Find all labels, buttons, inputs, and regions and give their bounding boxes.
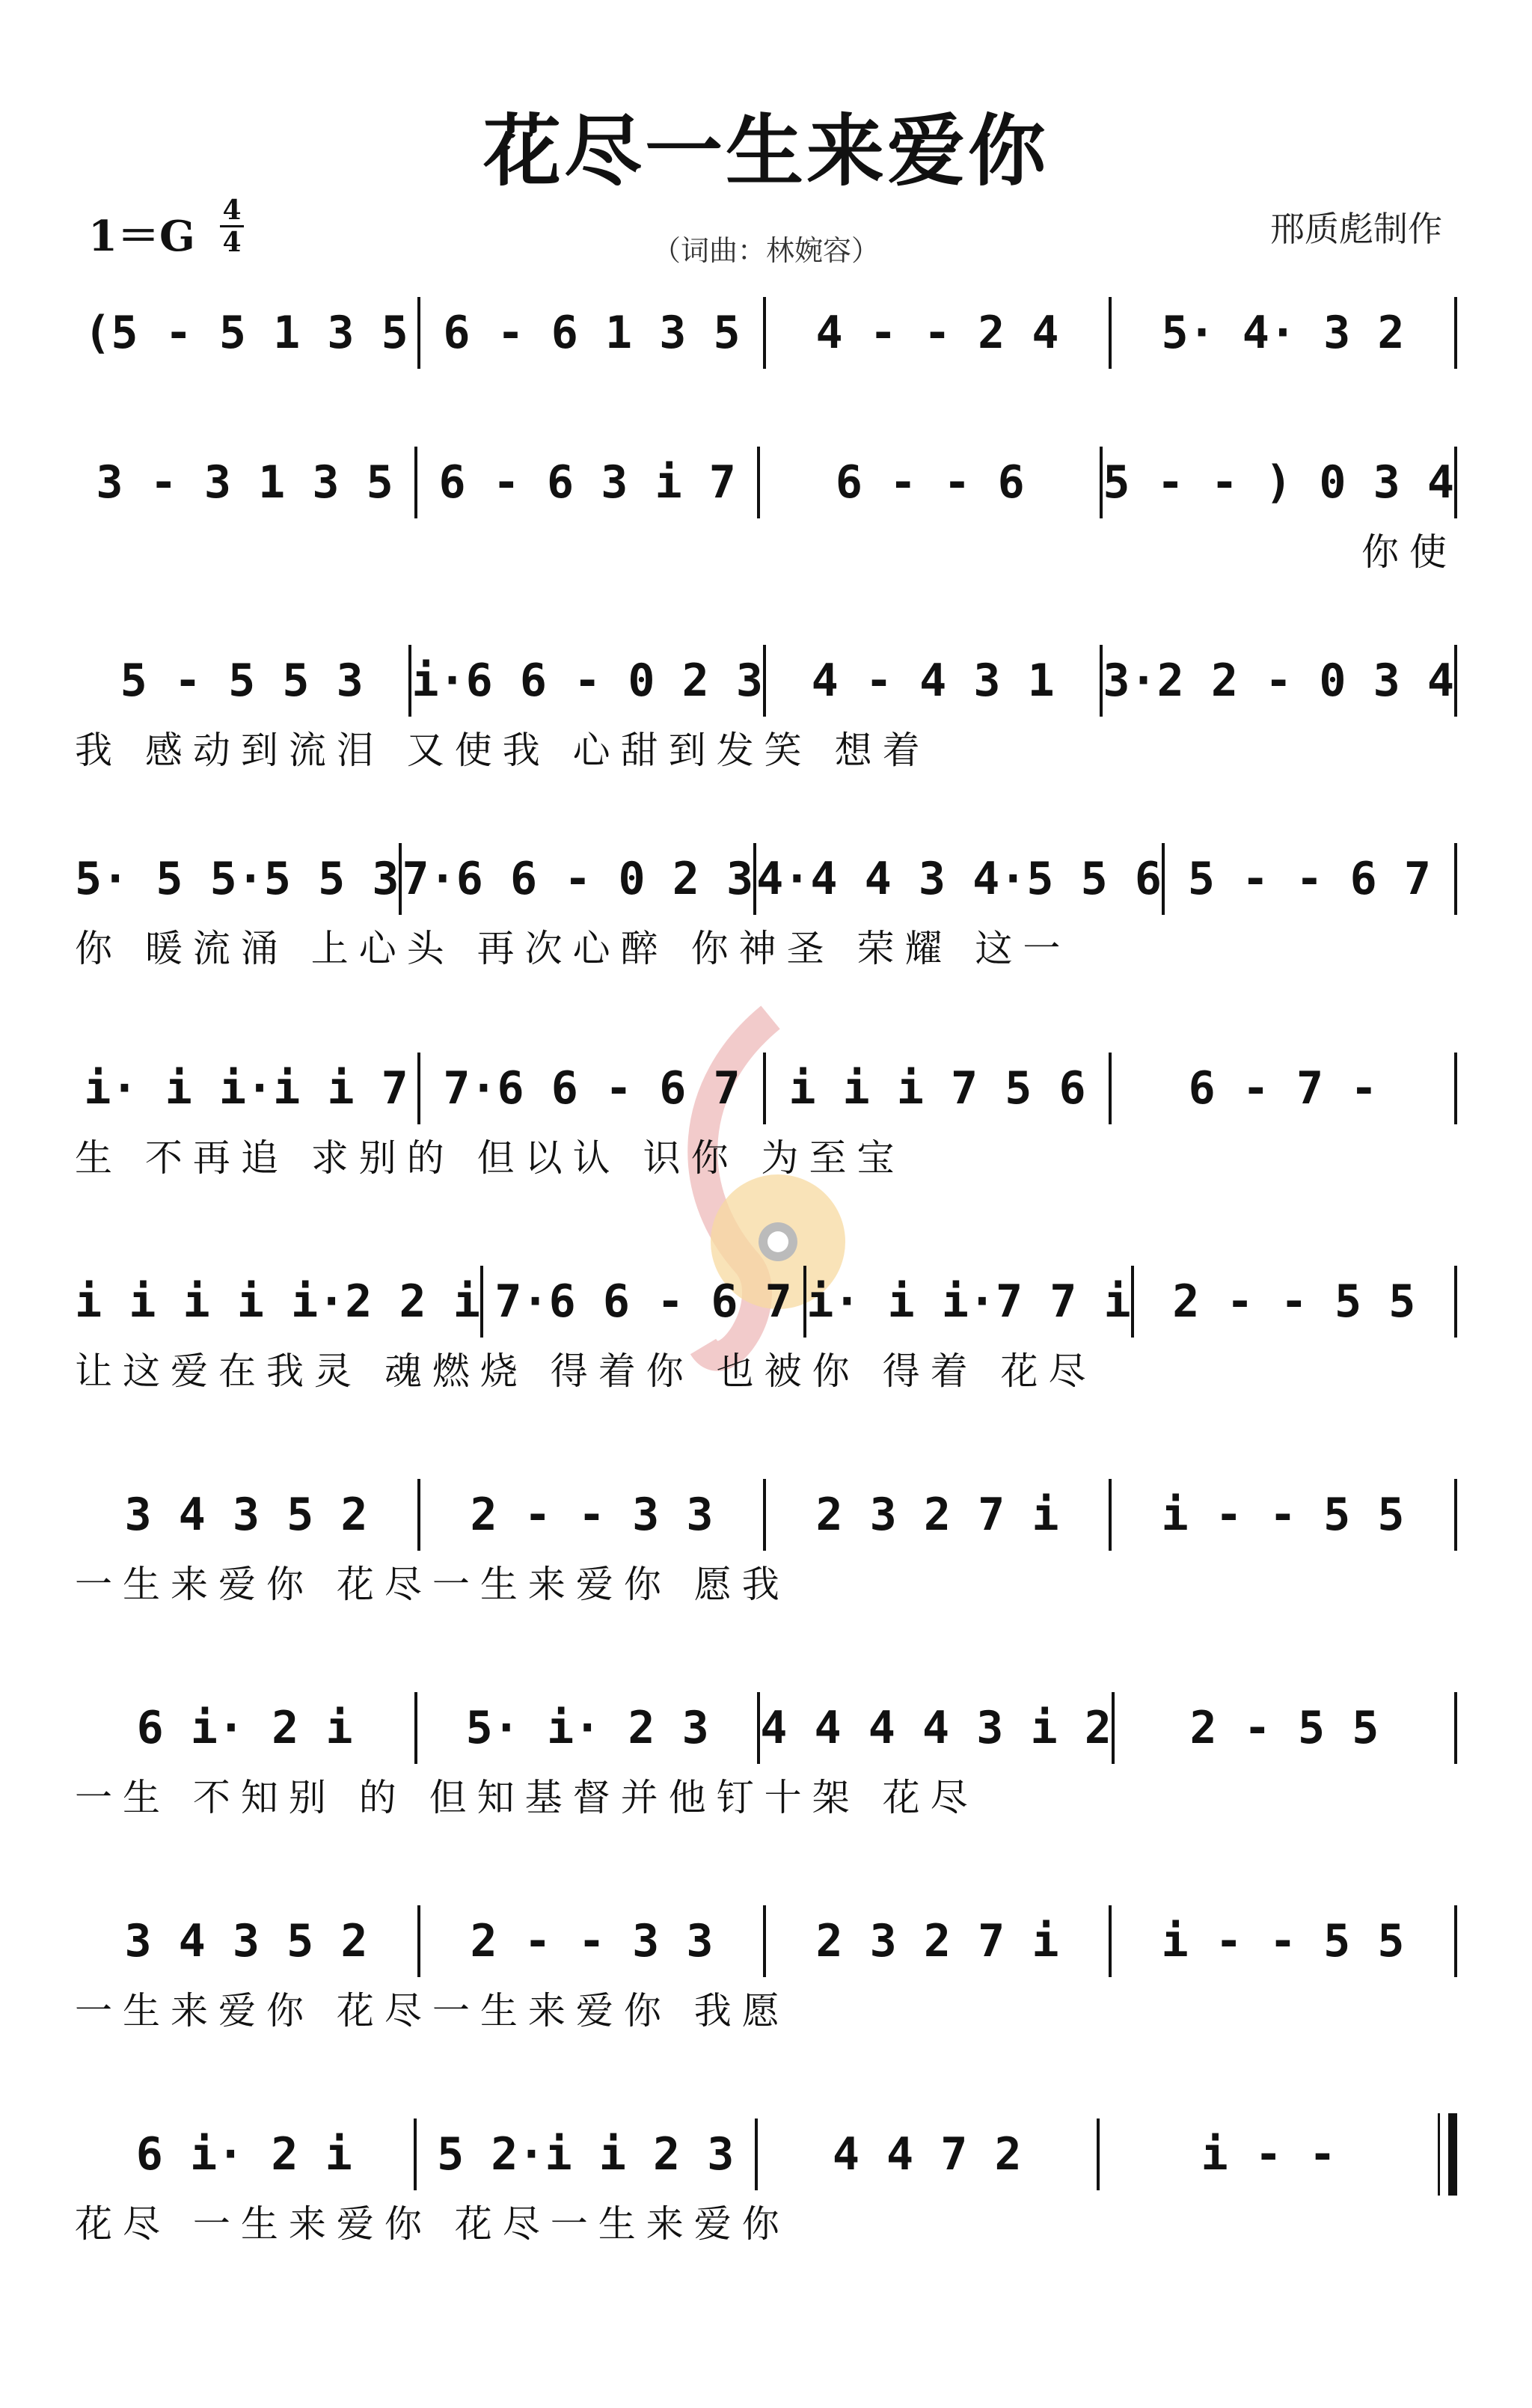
measure: 5· 5 5·5 5 3 — [75, 853, 399, 905]
lyrics-row: 一生来爱你 花尽一生来爱你 我愿 — [75, 1989, 790, 2032]
score-line — [0, 1264, 1532, 1406]
notation-row — [75, 643, 1457, 718]
barline — [1454, 1905, 1457, 1977]
measure: i·6 6 - 0 2 3 — [411, 655, 763, 707]
measure: 2 - 5 5 — [1189, 1702, 1379, 1754]
score-line — [0, 295, 1532, 438]
measure: 4 4 7 2 — [832, 2128, 1022, 2181]
maker: 邢质彪制作 — [1270, 209, 1442, 249]
notation-row — [75, 842, 1457, 916]
measure: 7·6 6 - 6 7 — [494, 1275, 792, 1328]
time-signature-bottom: 4 — [222, 227, 242, 258]
lyrics-row: 我 感动到流泪 又使我 心甜到发笑 想着 — [75, 729, 931, 772]
notation-row — [75, 1691, 1457, 1765]
measure: 5· 4· 3 2 — [1161, 307, 1405, 359]
score-line — [0, 842, 1532, 984]
measure: 3 - 3 1 3 5 — [96, 456, 393, 509]
barline — [1454, 1692, 1457, 1764]
lyrics-row: 一生 不知别 的 但知基督并他钉十架 花尽 — [75, 1776, 978, 1819]
lyrics-row: 花尽 一生来爱你 花尽一生来爱你 — [75, 2202, 790, 2246]
key-signature: 1＝G — [88, 212, 195, 261]
measure: 6 i· 2 i — [136, 1702, 353, 1754]
measure: 4 4 4 4 3 i 2 — [760, 1702, 1112, 1754]
score-line — [0, 1904, 1532, 2046]
measure: 3 4 3 5 2 — [124, 1489, 368, 1541]
measure: i i i i i·2 2 i — [75, 1275, 480, 1328]
barline — [1454, 297, 1457, 369]
score-line — [0, 2117, 1532, 2259]
measure: i· i i·i i 7 — [84, 1062, 408, 1115]
measure: 3·2 2 - 0 3 4 — [1103, 655, 1454, 707]
measure: 7·6 6 - 6 7 — [443, 1062, 741, 1115]
measure: 5· i· 2 3 — [465, 1702, 709, 1754]
notation-row — [75, 1051, 1457, 1126]
measure: i i i 7 5 6 — [788, 1062, 1086, 1115]
measure: 6 i· 2 i — [135, 2128, 352, 2181]
measure: 2 - - 3 3 — [470, 1915, 714, 1967]
measure: 5 - - ) 0 3 4 — [1103, 456, 1454, 509]
credit: （词曲：林婉容） — [652, 234, 880, 267]
score-line — [0, 1051, 1532, 1193]
measure: 6 - - 6 — [835, 456, 1025, 509]
measure: (5 - 5 1 3 5 — [84, 307, 408, 359]
score-title: 花尽一生来爱你 — [482, 105, 1049, 197]
score-line — [0, 643, 1532, 785]
lyrics-row: 生 不再追 求别的 但以认 识你 为至宝 — [75, 1136, 905, 1180]
measure: 6 - 6 3 i 7 — [438, 456, 736, 509]
measure: 5 - - 6 7 — [1187, 853, 1432, 905]
notation-row — [75, 295, 1457, 370]
measure: i - - — [1201, 2128, 1337, 2181]
measure: 4 - - 2 4 — [815, 307, 1059, 359]
final-barline — [1438, 2113, 1457, 2196]
barline — [1454, 1266, 1457, 1338]
measure: i - - 5 5 — [1161, 1489, 1405, 1541]
measure: i· i i·7 7 i — [806, 1275, 1131, 1328]
barline — [1454, 1053, 1457, 1124]
notation-row — [75, 1904, 1457, 1979]
measure: 7·6 6 - 0 2 3 — [402, 853, 754, 905]
notation-row — [75, 1477, 1457, 1552]
time-signature-top: 4 — [222, 194, 242, 226]
measure: i - - 5 5 — [1161, 1915, 1405, 1967]
measure: 5 2·i i 2 3 — [437, 2128, 735, 2181]
measure: 6 - 7 - — [1188, 1062, 1378, 1115]
lyrics-row — [75, 376, 1457, 429]
notation-row — [75, 1264, 1457, 1339]
barline — [1454, 843, 1457, 915]
lyrics-row: 你 暖流涌 上心头 再次心醉 你神圣 荣耀 这一 — [75, 927, 1071, 970]
measure: 2 - - 5 5 — [1172, 1275, 1416, 1328]
measure: 4 - 4 3 1 — [811, 655, 1055, 707]
measure: 4·4 4 3 4·5 5 6 — [756, 853, 1162, 905]
measure: 2 3 2 7 i — [815, 1489, 1059, 1541]
measure: 6 - 6 1 3 5 — [443, 307, 741, 359]
measure: 2 - - 3 3 — [470, 1489, 714, 1541]
measure: 2 3 2 7 i — [815, 1915, 1059, 1967]
barline — [1454, 447, 1457, 518]
lyrics-row: 一生来爱你 花尽一生来爱你 愿我 — [75, 1563, 790, 1606]
score-line — [0, 1477, 1532, 1620]
barline — [1454, 1479, 1457, 1551]
notation-row — [75, 445, 1457, 520]
lyrics-row: 你使 — [1361, 530, 1457, 574]
notation-row — [75, 2117, 1457, 2192]
lyrics-row: 让这爱在我灵 魂燃烧 得着你 也被你 得着 花尽 — [75, 1349, 1097, 1393]
measure: 3 4 3 5 2 — [124, 1915, 368, 1967]
score-line — [0, 1691, 1532, 1833]
measure: 5 - 5 5 3 — [120, 655, 364, 707]
barline — [1454, 645, 1457, 717]
score-line — [0, 445, 1532, 587]
